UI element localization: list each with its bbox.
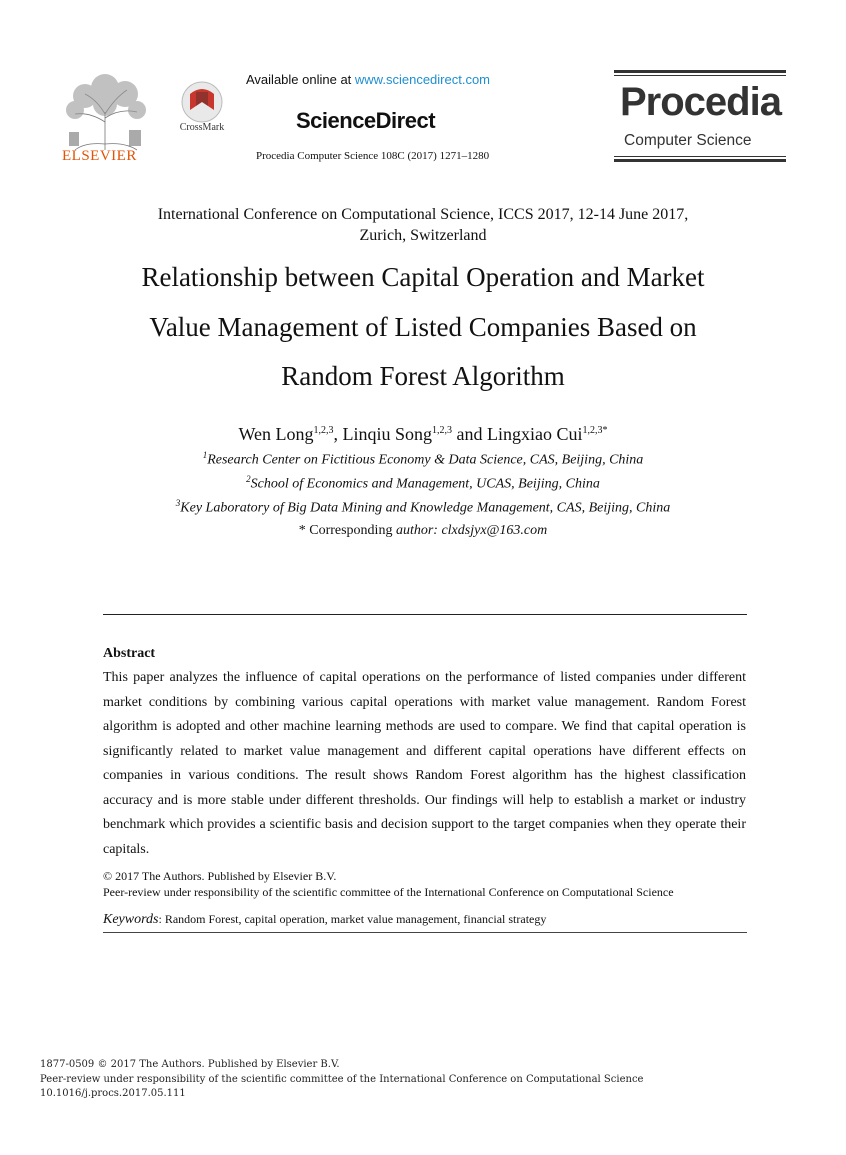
corresponding-author: [0, 523, 846, 539]
affiliation-text: Key Laboratory of Big Data Mining and Knowledge Management, CAS, Beijing, China: [180, 500, 671, 516]
peer-review-notice: Peer-review under responsibility of the scientific committee of the International Conference on Computational Science: [103, 885, 674, 899]
footer-issn-line: 1877-0509 © 2017 The Authors. Published by Elsevier B.V.: [40, 1059, 340, 1070]
procedia-subtitle: Computer Science: [624, 132, 752, 149]
keywords-line: [103, 912, 546, 928]
crossmark-label: CrossMark: [179, 122, 225, 133]
footer-doi[interactable]: 10.1016/j.procs.2017.05.111: [40, 1088, 186, 1099]
paper-title-line-2: Value Management of Listed Companies Based on: [149, 312, 697, 342]
available-online-prefix: Available online at: [246, 72, 355, 87]
conference-line-1: International Conference on Computational Science, ICCS 2017, 12-14 June 2017,: [157, 206, 689, 223]
procedia-logo: [614, 70, 786, 164]
affiliation-text: Research Center on Fictitious Economy & Data Science, CAS, Beijing, China: [207, 452, 644, 468]
section-divider-top: [103, 614, 747, 615]
conference-info: [0, 204, 846, 246]
affiliation-1: [0, 450, 846, 469]
author-affiliation-marker: 1,2,3*: [582, 425, 608, 436]
affiliation-2: [0, 474, 846, 493]
section-divider-bottom: [103, 932, 747, 933]
elsevier-wordmark: ELSEVIER: [62, 148, 137, 164]
sciencedirect-link[interactable]: www.sciencedirect.com: [354, 72, 491, 87]
affiliation-3: [0, 498, 846, 517]
affiliation-marker: 3: [175, 498, 181, 508]
author-affiliation-marker: 1,2,3: [432, 425, 453, 436]
corresponding-email[interactable]: author: clxdsjyx@163.com: [395, 523, 548, 538]
keywords-text: : Random Forest, capital operation, market value management, financial strategy: [158, 912, 547, 926]
paper-title-line-1: Relationship between Capital Operation and Market: [141, 262, 705, 292]
conference-line-2: Zurich, Switzerland: [359, 227, 487, 244]
corresponding-prefix: * Corresponding: [298, 523, 396, 538]
author-list: [0, 424, 846, 445]
abstract-heading: Abstract: [103, 646, 156, 661]
sciencedirect-wordmark: ScienceDirect: [296, 108, 436, 133]
author-separator: ,: [333, 424, 343, 444]
keywords-label: Keywords: [103, 912, 159, 927]
author-separator: and: [452, 424, 488, 444]
affiliation-text: School of Economics and Management, UCAS, Beijing, China: [250, 476, 600, 492]
procedia-title: Procedia: [620, 80, 781, 124]
available-online-line: [246, 72, 490, 87]
affiliation-marker: 1: [202, 450, 208, 460]
footer-peer-review-line: Peer-review under responsibility of the scientific committee of the International Conference on Computational Science: [40, 1074, 644, 1085]
author-name: Lingxiao Cui: [487, 424, 583, 444]
copyright-notice: © 2017 The Authors. Published by Elsevier B.V.: [103, 869, 337, 883]
paper-title-line-3: Random Forest Algorithm: [281, 361, 565, 391]
affiliation-marker: 2: [246, 474, 251, 484]
author-name: Linqiu Song: [342, 424, 433, 444]
author-name: Wen Long: [238, 424, 314, 444]
journal-reference: Procedia Computer Science 108C (2017) 1271–1280: [256, 150, 490, 162]
abstract-body: This paper analyzes the influence of capital operations on the performance of listed companies under different market conditions by combining various capital operations with market value management. Random Forest algorithm is adopted and other machine learning methods are used to compare. We find that capital operation is significantly related to market value management and different capital operations have different effects on companies in various conditions. The result shows Random Forest algorithm has the highest classification accuracy and is more stable under different thresholds. Our findings will help to establish a market or industry benchmark which provides a scientific basis and decision support to the target companies when they operate their capitals.: [103, 670, 746, 857]
author-affiliation-marker: 1,2,3: [313, 425, 334, 436]
